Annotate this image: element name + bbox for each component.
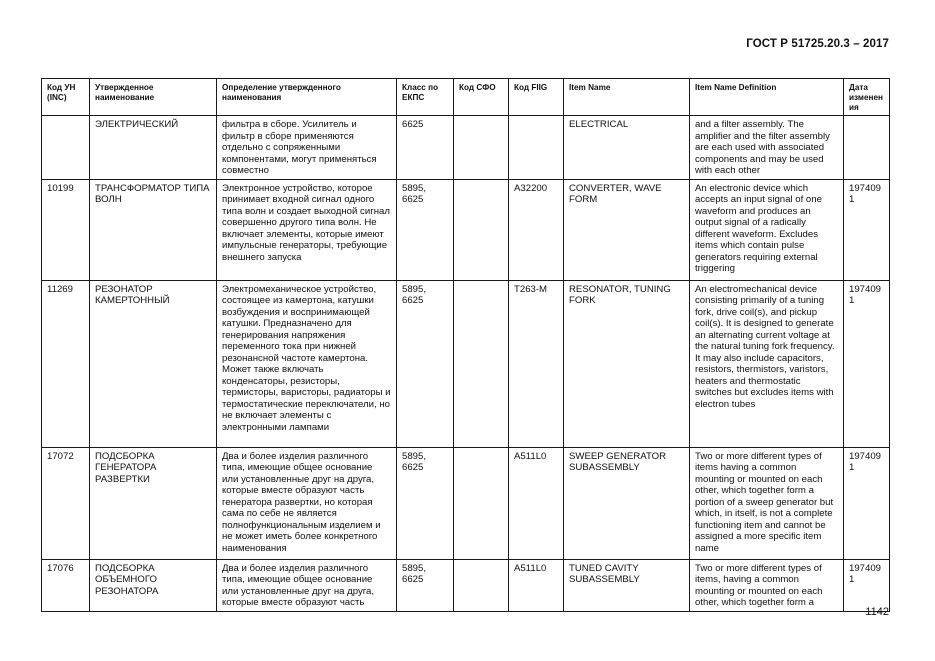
cell-fiig <box>509 116 564 180</box>
cell-item-name: SWEEP GENERATOR SUBASSEMBLY <box>564 447 690 559</box>
classification-table <box>41 78 890 612</box>
cell-item-name: ELECTRICAL <box>564 116 690 180</box>
cell-name: ПОДСБОРКА ОБЪЕМНОГО РЕЗОНАТОРА <box>90 559 217 611</box>
cell-inc: 17076 <box>42 559 90 611</box>
cell-sfo <box>454 447 509 559</box>
cell-class: 5895, 6625 <box>397 280 454 447</box>
document-standard-header: ГОСТ Р 51725.20.3 – 2017 <box>746 38 889 50</box>
cell-item-definition: Two or more different types of items having a common mounting or mounted on each other, which together form a portion of a sweep generator but which, in itself, is not a complete functioning item and cannot be assigned a more specific item name <box>690 447 844 559</box>
cell-date: 1974091 <box>844 447 890 559</box>
page-number: 1142 <box>865 606 889 618</box>
table-row <box>42 559 890 611</box>
col-header-item-name: Item Name <box>564 79 690 116</box>
cell-date: 1974091 <box>844 280 890 447</box>
cell-class: 5895, 6625 <box>397 447 454 559</box>
cell-item-definition: An electronic device which accepts an input signal of one waveform and produces an output signal of a radically different waveform. Excludes items which contain pulse generators requiring external triggering <box>690 179 844 280</box>
cell-inc <box>42 116 90 180</box>
cell-inc: 11269 <box>42 280 90 447</box>
cell-item-definition: An electromechanical device consisting primarily of a tuning fork, drive coil(s), and pickup coil(s). It is designed to generate an alternating current voltage at the natural tuning fork frequency. It may also include capacitors, resistors, thermistors, varistors, heaters and thermostatic switches but excludes items with electron tubes <box>690 280 844 447</box>
cell-definition: фильтра в сборе. Усилитель и фильтр в сборе применяются отдельно с сопряженными компонентами, могут применяться совместно <box>217 116 397 180</box>
cell-class: 5895, 6625 <box>397 559 454 611</box>
cell-date: 1974091 <box>844 559 890 611</box>
col-header-fiig: Код FIIG <box>509 79 564 116</box>
cell-inc: 10199 <box>42 179 90 280</box>
cell-item-name: CONVERTER, WAVE FORM <box>564 179 690 280</box>
cell-class: 5895, 6625 <box>397 179 454 280</box>
cell-item-definition: and a filter assembly. The amplifier and the filter assembly are each used with associated components and may be used with each other <box>690 116 844 180</box>
table-row <box>42 447 890 559</box>
cell-class: 6625 <box>397 116 454 180</box>
cell-item-name: TUNED CAVITY SUBASSEMBLY <box>564 559 690 611</box>
col-header-approved-name: Утвержденное наименование <box>90 79 217 116</box>
cell-inc: 17072 <box>42 447 90 559</box>
cell-fiig: A511L0 <box>509 559 564 611</box>
cell-name: ЭЛЕКТРИЧЕСКИЙ <box>90 116 217 180</box>
cell-sfo <box>454 179 509 280</box>
cell-definition: Два и более изделия различного типа, имеющие общее основание или установленные друг на друга, которые вместе образуют часть генератора развертки, но которая сама по себе не является полнофункциональным изделием и не может иметь более конкретного наименования <box>217 447 397 559</box>
col-header-sfo: Код СФО <box>454 79 509 116</box>
cell-fiig: T263-M <box>509 280 564 447</box>
cell-item-name: RESONATOR, TUNING FORK <box>564 280 690 447</box>
cell-fiig: A32200 <box>509 179 564 280</box>
cell-definition: Электромеханическое устройство, состоящее из камертона, катушки возбуждения и воспринимающей катушки. Предназначено для генерирования напряжения переменного тока при нижней резонансной частоте камертона. Может также включать конденсаторы, резисторы, термисторы, варисторы, радиаторы и термостатические переключатели, но не включает элементы с электронными лампами <box>217 280 397 447</box>
col-header-date: Дата изменения <box>844 79 890 116</box>
cell-fiig: A511L0 <box>509 447 564 559</box>
cell-definition: Электронное устройство, которое принимает входной сигнал одного типа волн и создает выходной сигнал совершенно другого типа волн. Не включает элементы, которые имеют импульсные генераторы, требующие внешнего запуска <box>217 179 397 280</box>
cell-name: ПОДСБОРКА ГЕНЕРАТОРА РАЗВЕРТКИ <box>90 447 217 559</box>
cell-name: ТРАНСФОРМАТОР ТИПА ВОЛН <box>90 179 217 280</box>
table-row <box>42 116 890 180</box>
col-header-definition: Определение утвержденного наименования <box>217 79 397 116</box>
col-header-class: Класс по ЕКПС <box>397 79 454 116</box>
table-row <box>42 179 890 280</box>
cell-item-definition: Two or more different types of items, having a common mounting or mounted on each other, which together form a <box>690 559 844 611</box>
cell-sfo <box>454 559 509 611</box>
cell-date <box>844 116 890 180</box>
col-header-item-definition: Item Name Definition <box>690 79 844 116</box>
table-header-row <box>42 79 890 116</box>
cell-definition: Два и более изделия различного типа, имеющие общее основание или установленные друг на друга, которые вместе образуют часть <box>217 559 397 611</box>
col-header-inc: Код УН (INC) <box>42 79 90 116</box>
cell-sfo <box>454 280 509 447</box>
cell-name: РЕЗОНАТОР КАМЕРТОННЫЙ <box>90 280 217 447</box>
cell-date: 1974091 <box>844 179 890 280</box>
cell-sfo <box>454 116 509 180</box>
table-row <box>42 280 890 447</box>
